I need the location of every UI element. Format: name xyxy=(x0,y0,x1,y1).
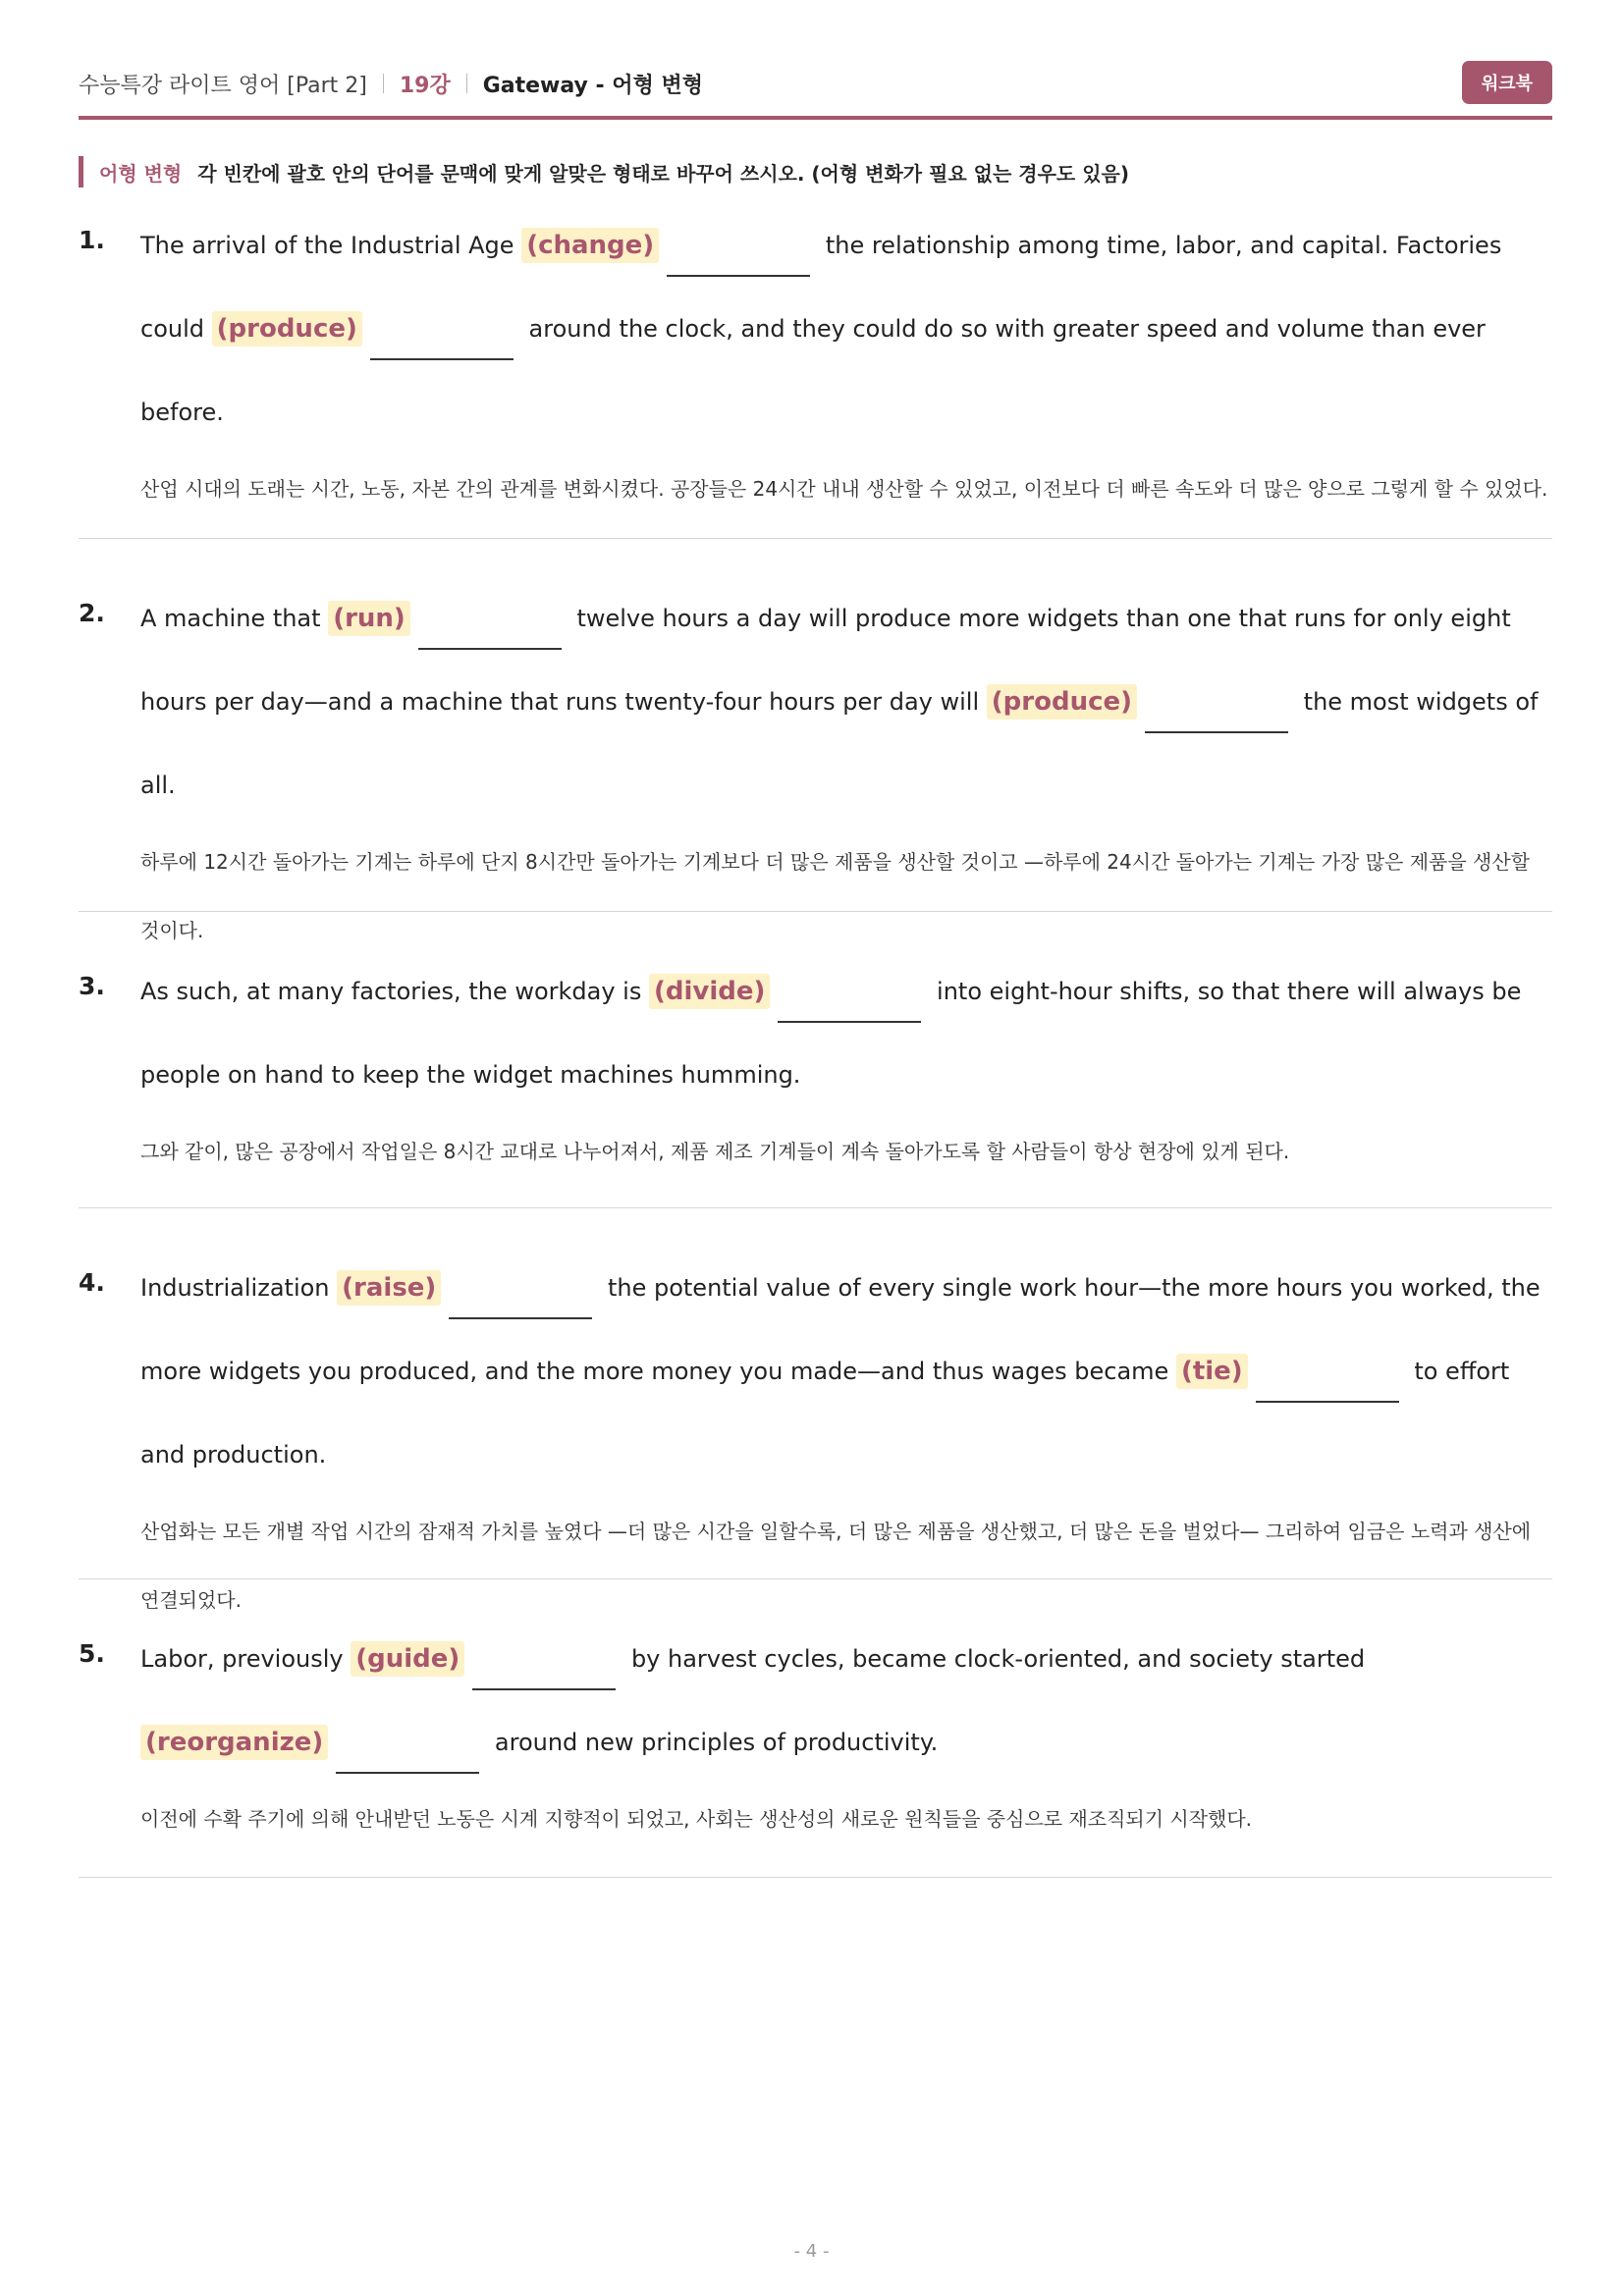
sentence-text: A machine that xyxy=(140,605,321,632)
hint-word: (raise) xyxy=(337,1270,441,1306)
item-sentence xyxy=(140,1247,1552,1497)
sentence-text: by harvest cycles, became clock-oriented, and society started xyxy=(630,1645,1366,1673)
answer-blank[interactable] xyxy=(370,357,514,360)
page-header xyxy=(79,61,1552,106)
header-divider xyxy=(466,74,467,93)
item-divider xyxy=(79,1877,1552,1878)
instruction xyxy=(79,155,1552,188)
sentence-text: around the clock, and they could do so with greater speed and volume than ever before. xyxy=(140,315,1486,426)
answer-blank[interactable] xyxy=(1145,730,1288,733)
hint-word: (produce) xyxy=(987,684,1137,720)
sentence-text: Industrialization xyxy=(140,1274,330,1302)
sentence-text: the most widgets of all. xyxy=(140,688,1539,799)
answer-blank[interactable] xyxy=(336,1771,479,1774)
exercise-item-2 xyxy=(79,577,1552,965)
hint-word: (run) xyxy=(328,601,410,636)
sentence-text: twelve hours a day will produce more widgets than one that runs for only eight hours per day—and a machine that runs twenty-four hours per day will xyxy=(140,605,1511,716)
exercise-item-4 xyxy=(79,1247,1552,1634)
item-divider xyxy=(79,911,1552,912)
item-number: 5. xyxy=(79,1639,105,1668)
item-number: 2. xyxy=(79,599,105,627)
hint-word: (reorganize) xyxy=(140,1725,328,1760)
korean-translation: 이전에 수확 주기에 의해 안내받던 노동은 시계 지향적이 되었고, 사회는 생산성의 새로운 원칙들을 중심으로 재조직되기 시작했다. xyxy=(140,1807,1253,1831)
sentence-text: the potential value of every single work hour—the more hours you worked, the more widgets you produced, and the more money you made—and thus wages became xyxy=(140,1274,1541,1385)
item-sentence xyxy=(140,950,1552,1117)
answer-blank[interactable] xyxy=(778,1020,921,1023)
item-divider xyxy=(79,538,1552,539)
header-divider xyxy=(383,74,384,93)
item-number: 3. xyxy=(79,972,105,1000)
sentence-text: to effort and production. xyxy=(140,1358,1510,1468)
korean-translation: 산업 시대의 도래는 시간, 노동, 자본 간의 관계를 변화시켰다. 공장들은 24시간 내내 생산할 수 있었고, 이전보다 더 빠른 속도와 더 많은 양으로 그렇게 할 수 있었다. xyxy=(140,477,1548,501)
lesson-number: 19강 xyxy=(399,73,451,98)
hint-word: (tie) xyxy=(1176,1354,1248,1389)
exercise-item-3 xyxy=(79,950,1552,1186)
instruction-text: 각 빈칸에 괄호 안의 단어를 문맥에 맞게 알맞은 형태로 바꾸어 쓰시오. (어형 변화가 필요 없는 경우도 있음) xyxy=(197,161,1129,186)
sentence-text: As such, at many factories, the workday is xyxy=(140,978,642,1005)
answer-blank[interactable] xyxy=(1256,1400,1399,1403)
answer-blank[interactable] xyxy=(449,1316,592,1319)
item-sentence xyxy=(140,1618,1552,1785)
item-divider xyxy=(79,1207,1552,1208)
section-title: Gateway - 어형 변형 xyxy=(482,73,704,98)
sentence-text: around new principles of productivity. xyxy=(494,1729,939,1756)
page-number: - 4 - xyxy=(793,2241,830,2262)
book-title: 수능특강 라이트 영어 [Part 2] xyxy=(79,73,367,98)
workbook-badge: 워크북 xyxy=(1462,61,1552,104)
hint-word: (divide) xyxy=(649,974,770,1009)
item-sentence xyxy=(140,577,1552,828)
item-divider xyxy=(79,1578,1552,1579)
hint-word: (guide) xyxy=(351,1641,464,1677)
item-number: 1. xyxy=(79,226,105,254)
item-sentence xyxy=(140,204,1552,454)
hint-word: (produce) xyxy=(212,311,362,347)
instruction-tag: 어형 변형 xyxy=(99,161,183,186)
sentence-text: into eight-hour shifts, so that there will always be people on hand to keep the widget machines humming. xyxy=(140,978,1522,1089)
korean-translation: 하루에 12시간 돌아가는 기계는 하루에 단지 8시간만 돌아가는 기계보다 더 많은 제품을 생산할 것이고 —하루에 24시간 돌아가는 기계는 가장 많은 제품을 생산할 것이다. xyxy=(140,850,1530,942)
exercise-item-1 xyxy=(79,204,1552,523)
item-number: 4. xyxy=(79,1268,105,1297)
instruction-bar xyxy=(79,156,83,187)
sentence-text: the relationship among time, labor, and capital. Factories could xyxy=(140,232,1502,343)
sentence-text: The arrival of the Industrial Age xyxy=(140,232,514,259)
answer-blank[interactable] xyxy=(667,274,810,277)
answer-blank[interactable] xyxy=(418,647,562,650)
sentence-text: Labor, previously xyxy=(140,1645,344,1673)
korean-translation: 산업화는 모든 개별 작업 시간의 잠재적 가치를 높였다 —더 많은 시간을 일할수록, 더 많은 제품을 생산했고, 더 많은 돈을 벌었다— 그리하여 임금은 노력과 생산에 연결되었다. xyxy=(140,1520,1532,1612)
korean-translation: 그와 같이, 많은 공장에서 작업일은 8시간 교대로 나누어져서, 제품 제조 기계들이 계속 돌아가도록 할 사람들이 항상 현장에 있게 된다. xyxy=(140,1140,1290,1163)
hint-word: (change) xyxy=(521,228,659,263)
header-rule xyxy=(79,116,1552,120)
exercise-item-5 xyxy=(79,1618,1552,1853)
answer-blank[interactable] xyxy=(472,1687,616,1690)
